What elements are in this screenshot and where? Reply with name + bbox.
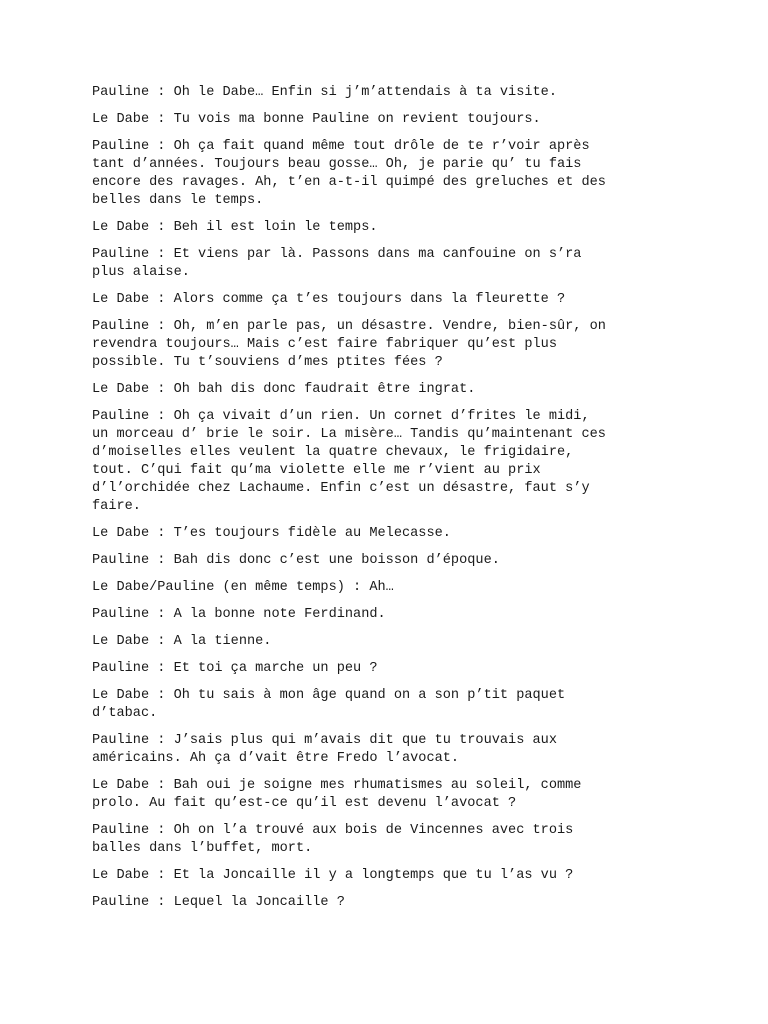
dialogue-line: Le Dabe/Pauline (en même temps) : Ah… (92, 580, 394, 595)
dialogue-text (92, 84, 712, 921)
dialogue-line: Pauline : Oh ça fait quand même tout drôle de te r’voir après tant d’années. Toujours beau gosse… Oh, je parie qu’ tu fais encore des ravages. Ah, t’en a-t-il quimpé des greluches et des belles dans le temps. (92, 139, 606, 208)
dialogue-line: Pauline : J’sais plus qui m’avais dit que tu trouvais aux américains. Ah ça d’vait être Fredo l’avocat. (92, 733, 557, 766)
dialogue-line: Pauline : Bah dis donc c’est une boisson d’époque. (92, 553, 500, 568)
dialogue-line: Le Dabe : Oh bah dis donc faudrait être ingrat. (92, 382, 476, 397)
dialogue-line: Le Dabe : T’es toujours fidèle au Melecasse. (92, 526, 451, 541)
dialogue-line: Le Dabe : Tu vois ma bonne Pauline on revient toujours. (92, 112, 541, 127)
dialogue-line: Le Dabe : Oh tu sais à mon âge quand on a son p’tit paquet d’tabac. (92, 688, 566, 721)
dialogue-line: Le Dabe : Bah oui je soigne mes rhumatismes au soleil, comme prolo. Au fait qu’est-ce qu’il est devenu l’avocat ? (92, 778, 582, 811)
dialogue-line: Le Dabe : A la tienne. (92, 634, 272, 649)
dialogue-line: Le Dabe : Alors comme ça t’es toujours dans la fleurette ? (92, 292, 566, 307)
dialogue-line: Pauline : Oh le Dabe… Enfin si j’m’attendais à ta visite. (92, 85, 557, 100)
dialogue-line: Pauline : Et viens par là. Passons dans ma canfouine on s’ra plus alaise. (92, 247, 582, 280)
dialogue-line: Pauline : Oh on l’a trouvé aux bois de Vincennes avec trois balles dans l’buffet, mort. (92, 823, 574, 856)
dialogue-line: Pauline : Et toi ça marche un peu ? (92, 661, 378, 676)
dialogue-line: Le Dabe : Beh il est loin le temps. (92, 220, 378, 235)
dialogue-line: Le Dabe : Et la Joncaille il y a longtemps que tu l’as vu ? (92, 868, 574, 883)
dialogue-line: Pauline : Lequel la Joncaille ? (92, 895, 345, 910)
dialogue-line: Pauline : Oh ça vivait d’un rien. Un cornet d’frites le midi, un morceau d’ brie le soir. La misère… Tandis qu’maintenant ces d’moiselles elles veulent la quatre chevaux, le frigidaire, tout. C’qui fait qu’ma violette elle me r’vient au prix d’l’orchidée chez Lachaume. Enfin c’est un désastre, faut s’y faire. (92, 409, 606, 514)
dialogue-line: Pauline : A la bonne note Ferdinand. (92, 607, 386, 622)
dialogue-line: Pauline : Oh, m’en parle pas, un désastre. Vendre, bien-sûr, on revendra toujours… Mais c’est faire fabriquer qu’est plus possible. Tu t’souviens d’mes ptites fées ? (92, 319, 606, 370)
